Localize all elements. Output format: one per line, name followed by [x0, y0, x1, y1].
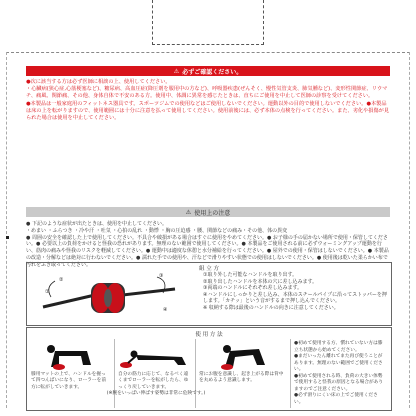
- assembly-steps: [203, 272, 389, 312]
- warning-icon: ⚠: [185, 208, 192, 216]
- assembly-step: ②取り出したハンドルを本体の穴に差し込みます。: [203, 278, 318, 285]
- usage-line: ・めまい ・ふらつき ・冷や汗 ・吐気 ・心拍の乱れ ・動悸 ・胸の圧迫感 ・腰、関節などの痛み・その他、体の異変: [26, 227, 288, 234]
- assembly-step: ※ 収納する際は最後のハンドルの向きに注意してください。: [203, 304, 339, 311]
- step-label: ②: [59, 277, 64, 283]
- kneeling-pose-figure: [29, 341, 112, 371]
- extended-pose-figure: [116, 341, 193, 371]
- note-line: ●必ず滑りにくい床の上でご使用ください。: [294, 393, 378, 405]
- method-caption: 膝用マットの上で、ハンドルを握って四つんばいになり、ローラーを前方に転がしていきます。: [31, 372, 107, 390]
- step-label: ①: [45, 289, 50, 295]
- warning-line: ●次に該当する方は必ず医師に相談の上、使用してください。: [26, 79, 171, 85]
- fold-marker: [6, 236, 9, 239]
- usage-line: ● 下記のような症状が出たときは、使用を中止してください。: [26, 221, 167, 227]
- method-step: [195, 339, 291, 408]
- warning-line: ●本製品は一般家庭用のフィットネス器具です。スポーツジムでの使用などはご使用しないでください。運動以外の目的で使用しないでください。●本製品は床の上を転がりますので、使用範囲には十分に注意を払って使用してください。使用前後には、必ず本体の点検を行ってください。また、劣化や損傷が見られた場合は使用を中止してください。: [26, 100, 390, 122]
- method-caption: 常にお腹を意識し、起き上がる際は背中を丸めるよう意識します。: [199, 372, 284, 384]
- method-step: [114, 339, 196, 408]
- method-title: 使 用 方 法: [195, 332, 223, 338]
- method-notes: [290, 339, 389, 408]
- fold-tab-outline: [152, 0, 264, 45]
- method-caption: 自分の筋力に応じて、なるべく遠くまでローラーを転がしたら、ゆっくり戻していきます。: [118, 372, 189, 390]
- warning-icon: ⚠: [173, 67, 180, 75]
- usage-title: 使用上の注意: [194, 209, 231, 217]
- usage-header: [26, 207, 390, 217]
- note-line: 立ち状態から始めてください。: [294, 347, 360, 353]
- method-panel: [26, 327, 392, 411]
- method-step: [27, 339, 115, 408]
- warning-header: [26, 66, 390, 76]
- ab-wheel-illustration: [35, 269, 185, 323]
- step-label: ④: [163, 307, 168, 313]
- method-footnote: (※腕をいっぱい伸ばす姿勢は非常に危険です。): [106, 391, 206, 396]
- return-pose-figure: [197, 341, 288, 371]
- assembly-panel: [26, 262, 392, 326]
- warning-line: ・心臓病(狭心症,心筋梗塞など)、糖尿病、高血圧症(降圧剤を服用中の方など)、呼吸器疾患(ぜんそく、慢性気管支炎、肺気腫など)、変形性関節症、リウマチ、痛風、関節痛、その他、身体自体で不安のある方。使用中、体調に異常を感じたときは、直ちにご使用を中止して医師の診察を受けてください。: [26, 86, 388, 100]
- warning-title: 必ずご確認ください。: [182, 68, 243, 76]
- assembly-step: ①取り外した可能なハンドルを取り出す。: [203, 272, 298, 278]
- note-line: ●初めて使用される時、負荷の大きい体勢で使用すると怪我の原因となる場合がありますのでご注意ください。: [294, 373, 384, 392]
- method-notes-text: [294, 341, 387, 406]
- usage-line: ● 周囲の安全を確認した上で使用してください。不具合や破損がある場合はすぐに使用をやめてください。● お子様の手の届かない場所で使用・保管してください。● 必要以上の負荷をかけると怪我の恐れがあります。無理のない範囲で使用してください。● 本製品をご使用される前に必ずウォーミングアップ運動を行い、筋肉の痛みや怪我のリスクを軽減してください。● 運動中は適度な休憩と水分補給を行ってください。● 屋外での使用・保管はしないでください。● 本製品の改造・分解などは絶対に行わないでください。● 濡れた手での使用や、汗などで滑りやすい状態での使用はしないでください。● 使用後は乾いた柔らかい布で汚れをふき取ってください。: [26, 234, 389, 268]
- note-line: ●初めて使用する方、慣れていない方は膝: [294, 341, 383, 346]
- step-label: ③: [159, 273, 164, 279]
- warning-body: [26, 79, 390, 122]
- note-line: ●まだいったん離れてまた再び使うことがあります。無理のない範囲でご使用ください。: [294, 354, 383, 372]
- assembly-title: 組 立 方: [199, 266, 219, 272]
- assembly-step: ③両端のハンドルにそれぞれ差し込みます。: [203, 285, 303, 292]
- assembly-step: ④ハンドルにしっかりと差し込み、本体のスチールパイプに沿ってストッパーを押します。「カチッ」という音がするまで押し込んでください。: [203, 291, 387, 305]
